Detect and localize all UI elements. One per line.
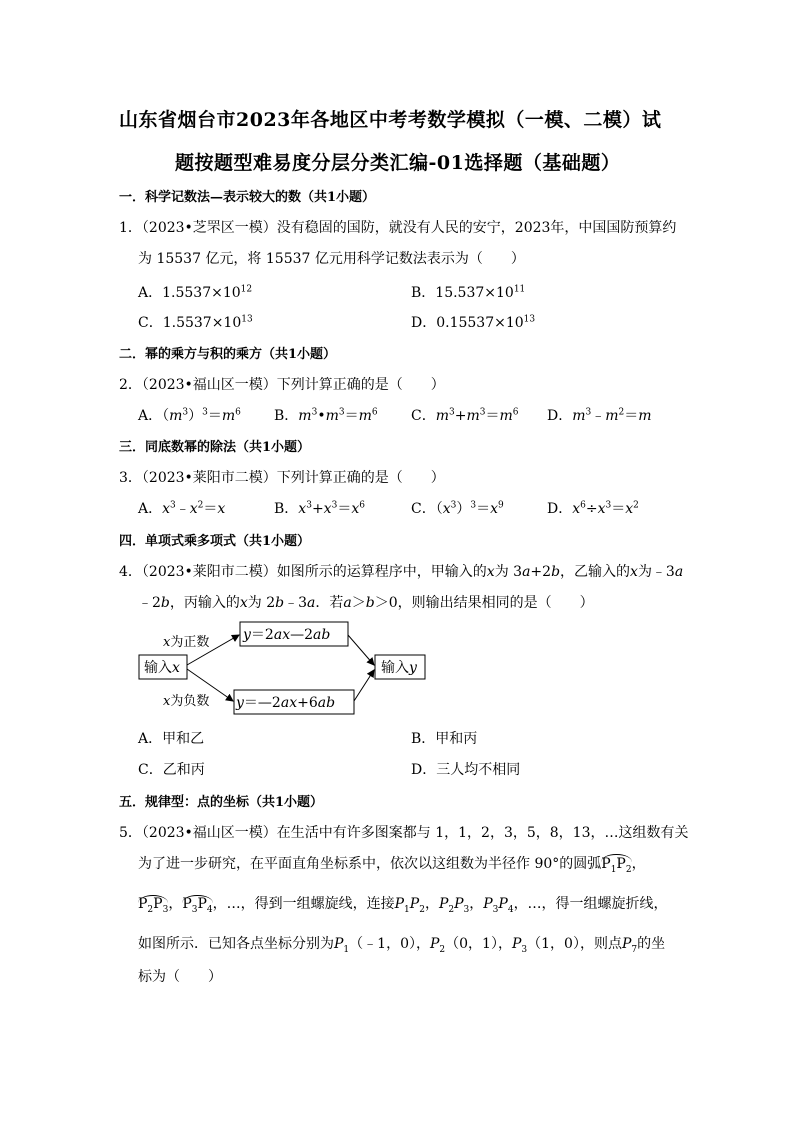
q4-option-a: A．甲和乙 bbox=[138, 731, 205, 747]
q3-option-a: A．$x^3﹣x^2=x$ bbox=[138, 500, 226, 517]
flow-negative-condition: x为负数 bbox=[163, 694, 210, 709]
section-heading-3: 三．同底数幂的除法（共1小题） bbox=[119, 440, 311, 455]
q1-option-c: C．$1.5537\times 10^{13}$ bbox=[138, 314, 253, 331]
q5-stem-line2: 为了进一步研究，在平面直角坐标系中，依次以这组数为半径作 90°的圆弧$P_1P_2$， bbox=[138, 856, 646, 875]
page-title-line1: 山东省烟台市2023年各地区中考考数学模拟（一模、二模）试 bbox=[119, 109, 662, 131]
q2-option-b: B．$m^3•m^3=m^6$ bbox=[274, 407, 378, 424]
q1-option-b: B．$15.537\times 10^{11}$ bbox=[411, 284, 526, 301]
q3-option-d: D．$x^6\div x^3=x^2$ bbox=[547, 500, 639, 517]
flow-input-label: 输入x bbox=[144, 660, 180, 676]
q1-option-a: A．$1.5537\times 10^{12}$ bbox=[138, 284, 253, 301]
q3-stem: 3．（2023•莱阳市二模）下列计算正确的是（ ） bbox=[119, 470, 445, 486]
flow-positive-condition: x为正数 bbox=[163, 635, 210, 650]
q1-option-d: D．$0.15537\times 10^{13}$ bbox=[411, 314, 536, 331]
q5-stem-line1: 5．（2023•福山区一模）在生活中有许多图案都与 1，1，2，3，5，8，13，…这组数有关 bbox=[119, 825, 689, 841]
q4-option-c: C．乙和丙 bbox=[138, 762, 205, 778]
q4-stem-line1: 4．（2023•莱阳市二模）如图所示的运算程序中，甲输入的x为 3a+2b，乙输入的x为﹣3a bbox=[119, 564, 684, 580]
q1-stem-line2: 为 15537 亿元，将 15537 亿元用科学记数法表示为（ ） bbox=[138, 251, 525, 267]
q4-stem-line2: ﹣2b，丙输入的x为 2b﹣3a．若a＞b＞0，则输出结果相同的是（ ） bbox=[138, 595, 594, 611]
q3-option-b: B．$x^3+x^3=x^6$ bbox=[274, 500, 365, 517]
section-heading-5: 五．规律型：点的坐标（共1小题） bbox=[119, 795, 324, 810]
q2-option-d: D．$m^3﹣m^2=m$ bbox=[547, 407, 652, 424]
q2-option-a: A．$(m^3)^3=m^6$ bbox=[138, 407, 241, 424]
q4-option-b: B．甲和丙 bbox=[411, 731, 478, 747]
q3-option-c: C．$(x^3)^3=x^9$ bbox=[411, 500, 504, 517]
q5-stem-line3: $P_2P_3$，$P_3P_4$，…，得到一组螺旋线，连接$P_1P_2$，$P_2P_3$，$P_3P_4$，…，得一组螺旋折线， bbox=[138, 896, 668, 915]
q2-stem: 2．（2023•福山区一模）下列计算正确的是（ ） bbox=[119, 377, 445, 393]
section-heading-2: 二．幂的乘方与积的乘方（共1小题） bbox=[119, 347, 337, 362]
q4-option-d: D．三人均不相同 bbox=[411, 762, 521, 778]
flow-arrow-merge-top bbox=[348, 635, 374, 665]
q2-option-c: C．$m^3+m^3=m^6$ bbox=[411, 407, 519, 424]
q5-stem-line5: 标为（ ） bbox=[138, 969, 222, 985]
q5-stem-line4: 如图所示．已知各点坐标分别为$P_1(﹣1$，0），$P_2(0$，1），$P_3(1$，0），则点$P_7$的坐 bbox=[138, 936, 666, 955]
flow-output-label: 输入y bbox=[381, 660, 417, 676]
flow-positive-formula: y＝2ax—2ab bbox=[243, 627, 331, 643]
flow-negative-formula: y＝—2ax+6ab bbox=[236, 695, 336, 711]
section-heading-1: 一．科学记数法—表示较大的数（共1小题） bbox=[119, 190, 376, 205]
section-heading-4: 四．单项式乘多项式（共1小题） bbox=[119, 534, 311, 549]
page-title-line2: 题按题型难易度分层分类汇编-01选择题（基础题） bbox=[175, 152, 621, 174]
flow-arrow-merge-bottom bbox=[354, 670, 374, 701]
q1-stem-line1: 1．（2023•芝罘区一模）没有稳固的国防，就没有人民的安宁，2023年，中国国防预算约 bbox=[119, 220, 677, 236]
